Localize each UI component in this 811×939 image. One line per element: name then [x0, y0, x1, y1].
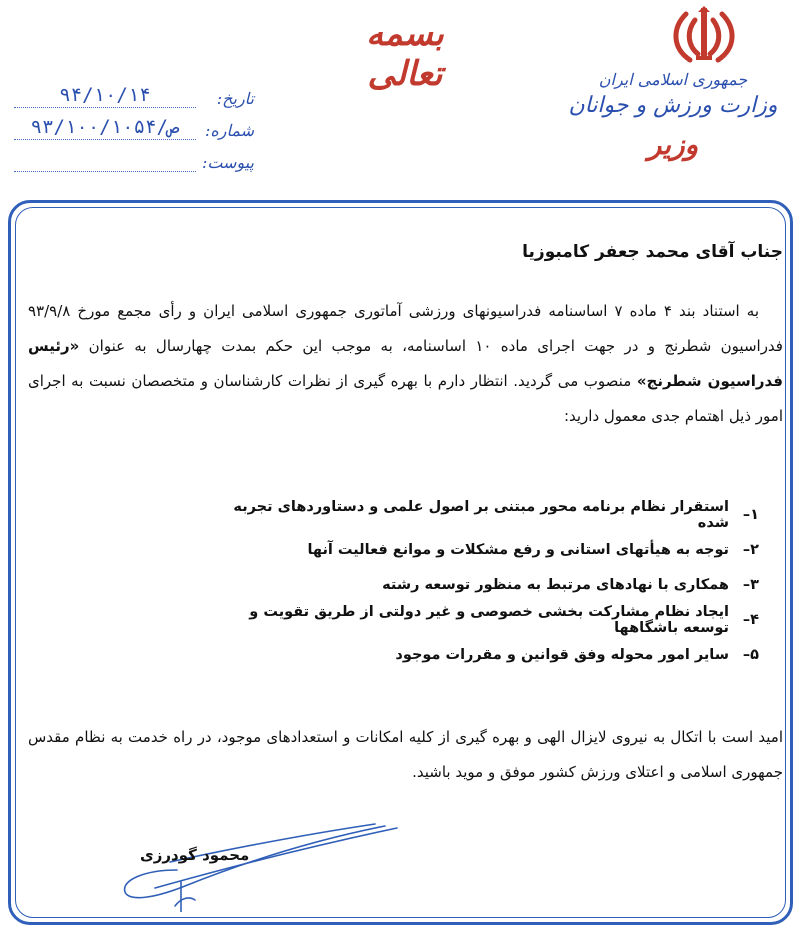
duty-text: سایر امور محوله وفق قوانین و مقررات موجود [395, 646, 729, 663]
appointment-title: «رئیس فدراسیون شطرنج» [28, 337, 783, 390]
signer-name: محمود گودرزی [140, 846, 250, 864]
duty-number: ۳– [742, 576, 759, 593]
office-title: وزیر [647, 128, 699, 161]
duty-text: همکاری با نهادهای مرتبط به منظور توسعه رشته [382, 576, 729, 593]
duties-list [199, 497, 759, 672]
letter-meta [14, 76, 254, 172]
duty-number: ۴– [742, 611, 759, 628]
country-name: جمهوری اسلامی ایران [598, 70, 748, 89]
duty-text: ایجاد نظام مشارکت بخشی خصوصی و غیر دولتی از طریق تقویت و توسعه باشگاهها [249, 603, 729, 636]
handwritten-signature-icon [115, 822, 405, 912]
number-row [14, 108, 254, 140]
number-value: ۹۳/ص/۱۰۰/۱۰۵۴ [14, 116, 196, 140]
duty-item [199, 602, 759, 637]
duty-number: ۵– [742, 646, 759, 663]
duty-number: ۲– [742, 541, 759, 558]
addressee: جناب آقای محمد جعفر کامبوزیا [522, 242, 783, 262]
ministry-name: وزارت ورزش و جوانان [568, 93, 778, 118]
attachment-row [14, 140, 254, 172]
closing-paragraph: امید است با اتکال به نیروی لایزال الهی و بهره گیری از کلیه امکانات و استعدادهای موجود، در راه خدمت به نظام مقدس جمهوری اسلامی و اعتلای ورزش کشور موفق و موید باشید. [28, 728, 783, 781]
duty-number: ۱– [742, 506, 759, 523]
duty-item [199, 637, 759, 672]
intro-text-start: به استناد بند ۴ ماده ۷ اساسنامه فدراسیونهای ورزشی آماتوری جمهوری اسلامی ایران و رأی مجمع مورخ ۹۳/۹/۸ فدراسیون شطرنج و در جهت اجرای ماده ۱۰ اساسنامه، به موجب این حکم بمدت چهارسال به عنوان [28, 302, 783, 355]
date-row [14, 76, 254, 108]
duty-text: توجه به هیأتهای استانی و رفع مشکلات و موانع فعالیت آنها [307, 541, 729, 558]
attachment-value [14, 150, 196, 172]
duty-item [199, 532, 759, 567]
duty-text: استقرار نظام برنامه محور مبتنی بر اصول علمی و دستاوردهای تجربه شده [233, 498, 729, 531]
bismillah: بسمه تعالی [366, 14, 444, 94]
duty-item [199, 567, 759, 602]
attachment-label: پیوست: [201, 153, 254, 172]
intro-paragraph [28, 294, 783, 434]
date-label: تاریخ: [216, 89, 254, 108]
date-value: ۹۴/۱۰/۱۴ [14, 84, 196, 108]
intro-text-end: منصوب می گردید. انتظار دارم با بهره گیری از نظرات کارشناسان و متخصصان نسبت به اجرای امور ذیل اهتمام جدی معمول دارید: [28, 372, 783, 425]
organization-header [553, 70, 793, 161]
number-label: شماره: [204, 121, 254, 140]
iran-emblem-icon [668, 6, 740, 66]
duty-item [199, 497, 759, 532]
